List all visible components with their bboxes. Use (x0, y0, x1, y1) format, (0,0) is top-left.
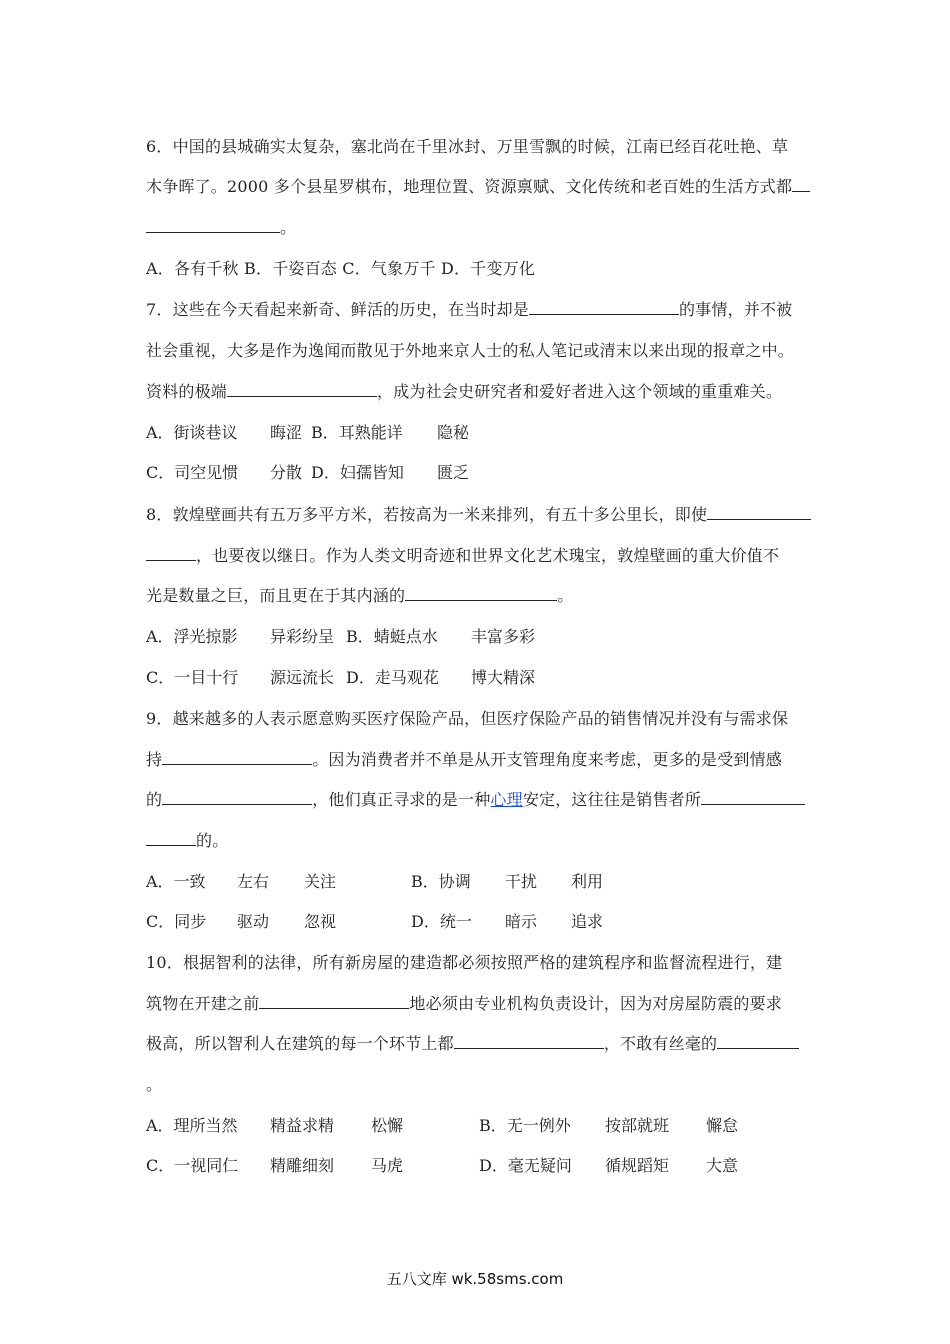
q9-option-b: B．协调 (411, 872, 471, 891)
q7-line-2: 社会重视，大多是作为逸闻而散见于外地来京人士的私人笔记或清末以来出现的报章之中。 (146, 341, 795, 360)
q10-option-a-2: 精益求精 (270, 1116, 335, 1135)
q8-line-1: 8．敦煌壁画共有五万多平方米，若按高为一米来排列，有五十多公里长，即使 (146, 504, 826, 526)
q9-option-b-2: 干扰 (505, 872, 538, 891)
q6-line-1: 6．中国的县城确实太复杂，塞北尚在千里冰封、万里雪飘的时候，江南已经百花吐艳、草 (146, 137, 789, 156)
q10-option-c-2: 精雕细刻 (270, 1156, 335, 1175)
q8-option-c-2: 源远流长 (270, 668, 335, 687)
q10-option-d-3: 大意 (706, 1156, 739, 1175)
q7-option-b: B．耳熟能详 (311, 423, 403, 442)
q9-option-c: C．同步 (146, 912, 207, 931)
blank (707, 504, 811, 520)
blank (227, 381, 377, 397)
blank (701, 789, 805, 805)
blank (146, 545, 196, 561)
q9-option-a: A．一致 (146, 872, 206, 891)
q7-option-c: C．司空见惯 (146, 463, 239, 482)
q7-line-3: 资料的极端 ，成为社会史研究者和爱好者进入这个领域的重重难关。 (146, 382, 783, 401)
q10-option-c: C．一视同仁 (146, 1156, 239, 1175)
q10-option-b-2: 按部就班 (605, 1116, 670, 1135)
q9-line-4: 的。 (146, 830, 826, 852)
q6-line-3: 。 (146, 217, 826, 239)
q10-line-4: 。 (146, 1075, 163, 1094)
q9-option-a-3: 关注 (304, 872, 337, 891)
q10-option-d-2: 循规蹈矩 (605, 1156, 670, 1175)
q8-option-a-2: 异彩纷呈 (270, 627, 335, 646)
psychology-link[interactable]: 心理 (490, 790, 523, 809)
footer-watermark: 五八文库 wk.58sms.com (386, 1270, 564, 1288)
q10-option-a: A．理所当然 (146, 1116, 238, 1135)
q9-option-c-3: 忽视 (304, 912, 337, 931)
q7-option-a: A．街谈巷议 (146, 423, 238, 442)
q9-option-d-2: 暗示 (505, 912, 538, 931)
q8-option-a: A．浮光掠影 (146, 627, 238, 646)
q7-option-b-2: 隐秘 (437, 423, 470, 442)
q10-line-2: 筑物在开建之前 地必须由专业机构负责设计，因为对房屋防震的要求 (146, 994, 783, 1013)
blank (792, 176, 810, 192)
q9-option-b-3: 利用 (571, 872, 604, 891)
q6-line-2: 木争晖了。2000 多个县星罗棋布，地理位置、资源禀赋、文化传统和老百姓的生活方式都 (146, 176, 826, 198)
q9-option-d-3: 追求 (571, 912, 604, 931)
q10-option-a-3: 松懈 (371, 1116, 404, 1135)
blank (717, 1033, 799, 1049)
q10-line-3: 极高，所以智利人在建筑的每一个环节上都 ，不敢有丝毫的 (146, 1033, 826, 1055)
q8-option-c: C．一目十行 (146, 668, 239, 687)
blank (405, 585, 557, 601)
q8-option-d: D．走马观花 (346, 668, 439, 687)
q9-line-3: 的 ，他们真正寻求的是一种心理安定，这往往是销售者所 (146, 789, 826, 811)
q10-line-1: 10．根据智利的法律，所有新房屋的建造都必须按照严格的建筑程序和监督流程进行，建 (146, 953, 783, 972)
q8-option-b-2: 丰富多彩 (471, 627, 536, 646)
q7-option-a-2: 晦涩 (270, 423, 303, 442)
q6-options: A．各有千秋 B．千姿百态 C．气象万千 D．千变万化 (146, 259, 536, 278)
q9-option-d: D．统一 (411, 912, 472, 931)
q9-option-c-2: 驱动 (237, 912, 270, 931)
q7-option-d: D．妇孺皆知 (311, 463, 404, 482)
q9-option-a-2: 左右 (237, 872, 270, 891)
blank (162, 749, 312, 765)
q8-option-d-2: 博大精深 (471, 668, 536, 687)
blank (529, 299, 679, 315)
q10-option-d: D．毫无疑问 (479, 1156, 572, 1175)
q8-option-b: B．蜻蜓点水 (346, 627, 438, 646)
q7-line-1: 7．这些在今天看起来新奇、鲜活的历史，在当时却是 的事情，并不被 (146, 300, 793, 319)
q8-line-2: ，也要夜以继日。作为人类文明奇迹和世界文化艺术瑰宝，敦煌壁画的重大价值不 (146, 545, 826, 567)
q7-option-d-2: 匮乏 (437, 463, 470, 482)
blank (146, 217, 280, 233)
q8-line-3: 光是数量之巨，而且更在于其内涵的 。 (146, 586, 574, 605)
blank (146, 830, 196, 846)
q7-option-c-2: 分散 (270, 463, 303, 482)
blank (454, 1033, 604, 1049)
q10-option-c-3: 马虎 (371, 1156, 404, 1175)
blank (162, 789, 312, 805)
q9-line-2: 持 。因为消费者并不单是从开支管理角度来考虑，更多的是受到情感 (146, 750, 783, 769)
blank (259, 993, 409, 1009)
q10-option-b: B．无一例外 (479, 1116, 571, 1135)
q10-option-b-3: 懈怠 (706, 1116, 739, 1135)
q9-line-1: 9．越来越多的人表示愿意购买医疗保险产品，但医疗保险产品的销售情况并没有与需求保 (146, 709, 789, 728)
